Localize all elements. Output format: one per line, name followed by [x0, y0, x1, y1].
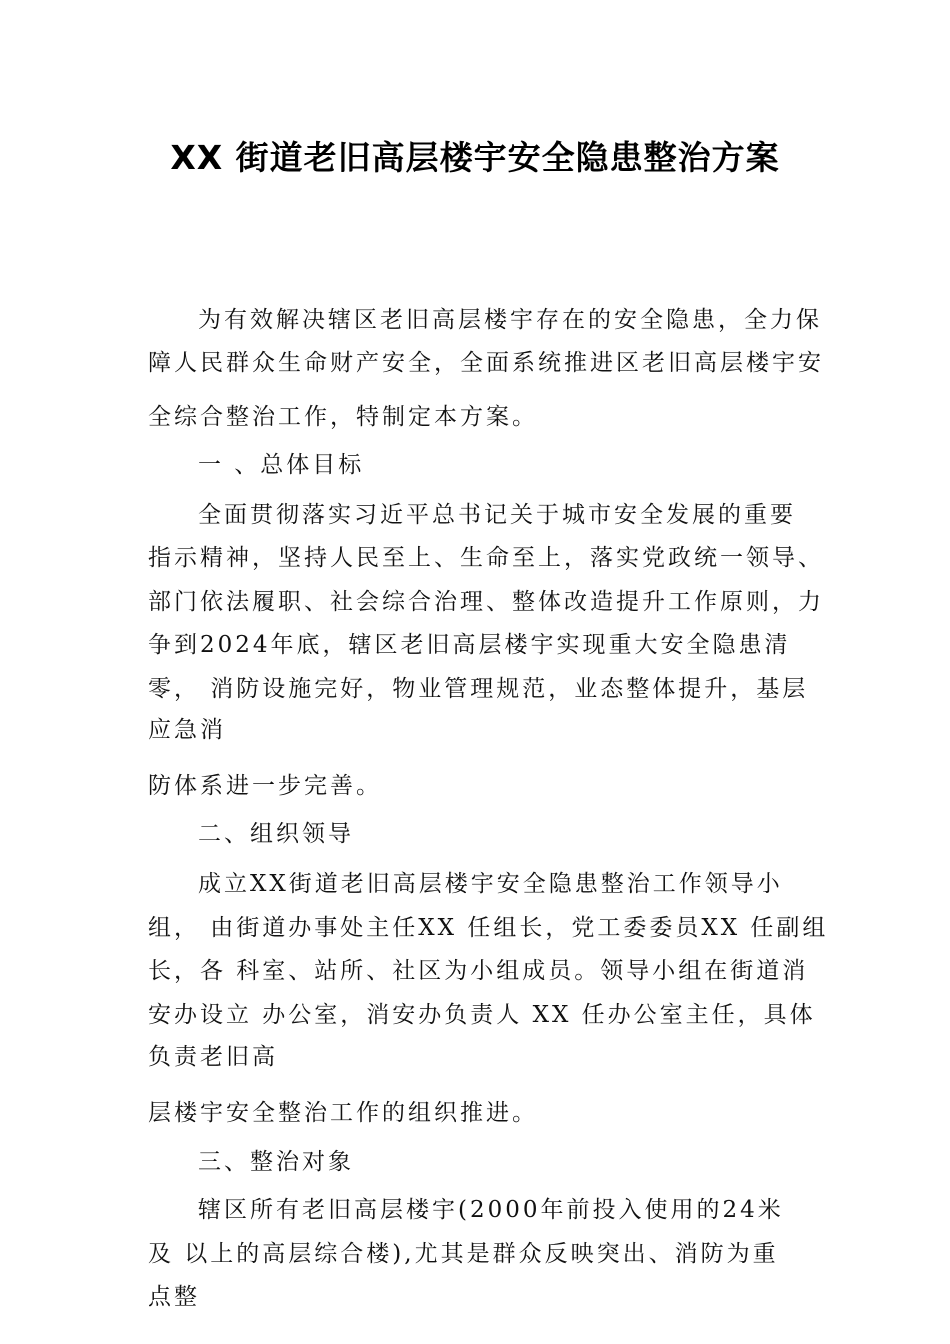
body-line: 及 以上的高层综合楼),尤其是群众反映突出、消防为重 — [148, 1241, 779, 1267]
body-line: 全面贯彻落实习近平总书记关于城市安全发展的重要 — [198, 502, 796, 528]
body-line: 长，各 科室、站所、社区为小组成员。领导小组在街道消 — [148, 958, 809, 984]
body-line: 点整 — [148, 1284, 200, 1310]
body-line: 组， 由街道办事处主任XX 任组长，党工委委员XX 任副组 — [148, 915, 829, 941]
body-line: 全综合整治工作，特制定本方案。 — [148, 404, 538, 430]
body-line: 安办设立 办公室，消安办负责人 XX 任办公室主任，具体 — [148, 1002, 816, 1028]
body-line: 障人民群众生命财产安全，全面系统推进区老旧高层楼宇安 — [148, 350, 824, 376]
document-title: XX 街道老旧高层楼宇安全隐患整治方案 — [170, 138, 780, 177]
body-line: 防体系进一步完善。 — [148, 773, 382, 799]
body-line: 争到2024年底，辖区老旧高层楼宇实现重大安全隐患清 — [148, 632, 791, 658]
body-line: 为有效解决辖区老旧高层楼宇存在的安全隐患，全力保 — [198, 307, 822, 333]
body-line: 应急消 — [148, 717, 226, 743]
body-line: 成立XX街道老旧高层楼宇安全隐患整治工作领导小 — [198, 871, 783, 897]
body-line: 负责老旧高 — [148, 1044, 278, 1070]
body-line: 指示精神，坚持人民至上、生命至上，落实党政统一领导、 — [148, 545, 824, 571]
body-line: 层楼宇安全整治工作的组织推进。 — [148, 1100, 538, 1126]
body-line: 辖区所有老旧高层楼宇(2000年前投入使用的24米 — [198, 1197, 784, 1223]
section-heading-1: 一 、总体目标 — [198, 452, 365, 478]
body-line: 零， 消防设施完好，物业管理规范，业态整体提升，基层 — [148, 676, 809, 702]
body-line: 部门依法履职、社会综合治理、整体改造提升工作原则，力 — [148, 589, 824, 615]
section-heading-3: 三、整治对象 — [198, 1149, 354, 1175]
section-heading-2: 二、组织领导 — [198, 821, 354, 847]
